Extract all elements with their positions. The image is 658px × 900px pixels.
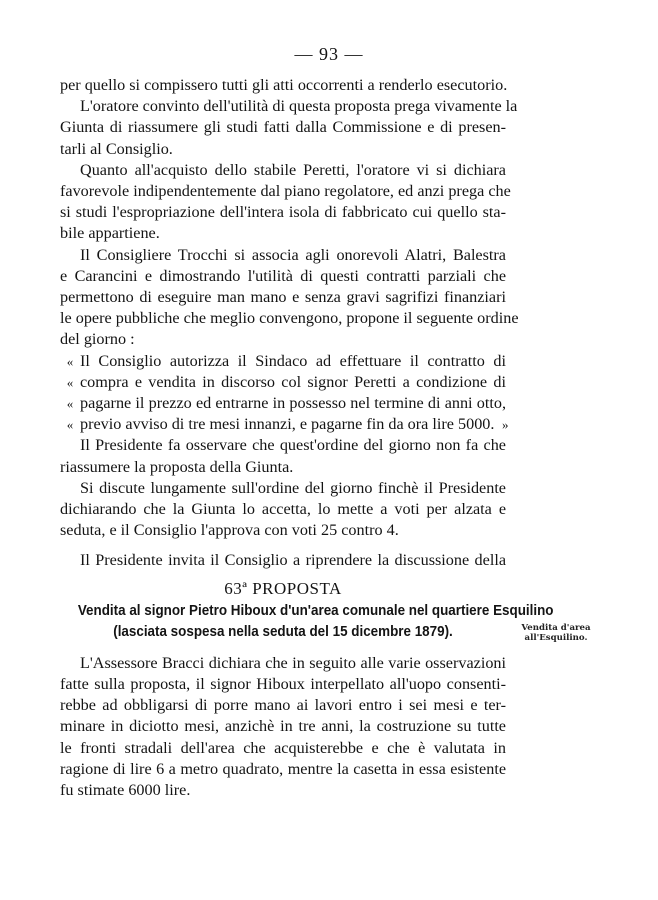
text-line: le opere pubbliche che meglio convengono, propone il seguente ordine xyxy=(60,309,519,328)
margin-note-line: Vendita d'area xyxy=(521,623,591,633)
open-quote-mark: « xyxy=(66,396,74,412)
section-title: Vendita al signor Pietro Hiboux d'un'area comunale nel quartiere Esquilino xyxy=(77,602,554,619)
margin-note xyxy=(520,623,592,643)
quote-line xyxy=(60,414,509,435)
quote-text: compra e vendita in discorso col signor Peretti a condizione di xyxy=(80,372,506,391)
text-line: fatte sulla proposta, il signor Hiboux interpellato all'uopo consenti- xyxy=(60,675,506,694)
text-line: L'Assessore Bracci dichiara che in seguito alle varie osservazioni xyxy=(80,653,506,672)
text-line: favorevole indipendentemente dal piano regolatore, ed anzi prega che xyxy=(60,182,511,201)
text-line: Quanto all'acquisto dello stabile Peretti, l'oratore vi si dichiara xyxy=(80,160,506,179)
open-quote-mark: « xyxy=(66,374,74,390)
text-line: permettono di eseguire man mano e senza gravi sagrifizi finanziari xyxy=(60,288,506,307)
text-line: rebbe ad obbligarsi di porre mano ai lavori entro i sei mesi e ter- xyxy=(60,696,506,715)
open-quote-mark: « xyxy=(66,353,74,369)
body-text xyxy=(60,75,554,801)
page-number: — 93 — xyxy=(294,44,364,64)
quote-line xyxy=(60,351,506,372)
text-line: le fronti stradali dell'area che acquisterebbe e che è valutata in xyxy=(60,738,506,757)
quote-text: previo avviso di tre mesi innanzi, e pagarne fin da ora lire 5000. xyxy=(80,415,495,434)
quote-line xyxy=(60,393,506,414)
section-title-date: (lasciata sospesa nella seduta del 15 dicembre 1879). xyxy=(113,623,453,640)
text-line: Il Presidente fa osservare che quest'ordine del giorno non fa che xyxy=(80,436,506,455)
text-line: per quello si compissero tutti gli atti occorrenti a renderlo esecutorio. xyxy=(60,76,508,94)
text-line: e Carancini e dimostrando l'utilità di questi contratti parziali che xyxy=(60,266,506,285)
text-line: bile appartiene. xyxy=(60,224,160,243)
text-line: minare in diciotto mesi, anzichè in tre anni, la costruzione su tutte xyxy=(60,717,506,736)
margin-note-line: all'Esquilino. xyxy=(524,633,588,643)
text-line: L'oratore convinto dell'utilità di questa proposta prega vivamente la xyxy=(80,97,518,116)
text-line: fu stimate 6000 lire. xyxy=(60,781,191,800)
text-line: Giunta di riassumere gli studi fatti dalla Commissione e di presen- xyxy=(60,118,506,137)
text-line: del giorno : xyxy=(60,330,135,349)
text-line: Il Presidente invita il Consiglio a riprendere la discussione della xyxy=(80,551,506,570)
text-line: tarli al Consiglio. xyxy=(60,139,173,158)
text-line: si studi l'espropriazione dell'intera isola di fabbricato cui quello sta- xyxy=(60,203,506,222)
text-line: Si discute lungamente sull'ordine del giorno finchè il Presidente xyxy=(80,478,506,497)
close-quote-mark: » xyxy=(501,417,509,433)
quote-text: pagarne il prezzo ed entrarne in possesso nel termine di anni otto, xyxy=(80,394,506,413)
text-line: seduta, e il Consiglio l'approva con voti 25 contro 4. xyxy=(60,521,399,540)
text-line: riassumere la proposta della Giunta. xyxy=(60,457,294,476)
quote-line xyxy=(60,372,506,393)
text-line: ragione di lire 6 a metro quadrato, mentre la casetta in essa esistente xyxy=(60,759,506,778)
section-heading: 63ª PROPOSTA xyxy=(224,578,342,598)
text-line: Il Consigliere Trocchi si associa agli onorevoli Alatri, Balestra xyxy=(80,245,506,264)
open-quote-mark: « xyxy=(66,417,74,433)
text-line: dichiarando che la Giunta lo accetta, lo mette a voti per alzata e xyxy=(60,500,506,519)
quote-text: Il Consiglio autorizza il Sindaco ad effettuare il contratto di xyxy=(80,351,506,370)
